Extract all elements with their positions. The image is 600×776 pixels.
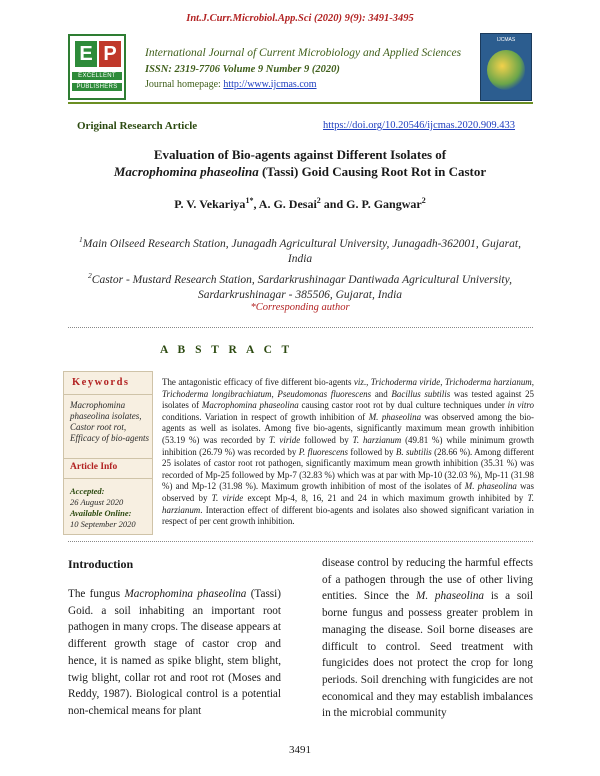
header-divider	[68, 102, 533, 104]
article-info-heading: Article Info	[70, 462, 118, 472]
author-sep: and	[320, 197, 347, 211]
logo-band-excellent: EXCELLENT	[72, 72, 122, 80]
title-line-2: (Tassi) Goid Causing Root Rot in Castor	[258, 164, 487, 179]
abstract-italic: M. phaseolina	[464, 481, 517, 492]
abstract-text-run: ,	[440, 377, 445, 387]
author-sep: ,	[253, 197, 259, 211]
abstract-text-run: ,	[531, 377, 534, 387]
abstract-italic: M. phaseolina	[368, 411, 422, 422]
body-text-run: disease control by reducing the harmful effects of a pathogen through the use of other living entities. Since the	[322, 557, 533, 603]
author-sup: 2	[316, 196, 321, 205]
abstract-italic: Trichoderma viride	[370, 377, 441, 387]
title-species: Macrophomina phaseolina	[113, 164, 259, 179]
author-list	[0, 196, 600, 212]
affiliations	[70, 232, 530, 304]
body-text-run: The fungus	[68, 588, 125, 600]
journal-cover-image	[480, 33, 532, 101]
sidebar-divider	[63, 394, 153, 395]
sidebar-divider	[63, 478, 153, 479]
introduction-heading: Introduction	[68, 557, 134, 571]
abstract-body	[162, 377, 534, 528]
logo-letter-e: E	[75, 41, 97, 67]
abstract-text-run: was observed by	[162, 481, 534, 503]
affiliation-sup: 1	[79, 235, 83, 244]
cover-art	[487, 50, 525, 90]
body-text-run: (Tassi) Goid. a soil inhabiting an important root pathogen in many crops. The disease appears at different growth stage of castor crop and hence, it is named as spike blight, stem blight, twig blight, collar rot and root rot (Moses and Reddy, 1987). Biological control is a potential non-chemical means for plant	[68, 588, 281, 717]
corresponding-author: *Corresponding author	[250, 302, 350, 313]
abstract-text-run: . Interaction effect of different bio-agents and isolates also showed significant variation in respect of per cent growth inhibition.	[162, 504, 534, 527]
author-name: G. P. Gangwar	[346, 197, 422, 211]
author-sup: 2	[421, 196, 426, 205]
abstract-italic: T. viride	[268, 434, 301, 445]
abstract-text-run: .,	[363, 377, 371, 387]
accepted-date: 26 August 2020	[70, 497, 124, 507]
affiliation-2: Castor - Mustard Research Station, Sardarkrushinagar Dantiwada Agricultural University, Sardarkrushinagar - 385506, Gujarat, India	[91, 273, 512, 302]
issn-volume: ISSN: 2319-7706 Volume 9 Number 9 (2020)	[145, 64, 340, 75]
abstract-italic: P. fluorescens	[298, 446, 348, 457]
abstract-text-run: except Mp-4, 8, 16, 21 and 24 in which maximum growth inhibited by	[243, 492, 528, 503]
publisher-logo	[68, 34, 126, 100]
accepted-label: Accepted:	[70, 486, 105, 496]
keywords-heading: Keywords	[72, 377, 130, 388]
journal-name: International Journal of Current Microbiology and Applied Sciences	[145, 47, 462, 59]
available-label: Available Online:	[70, 508, 132, 518]
author-name: P. V. Vekariya	[174, 197, 246, 211]
abstract-italic: Macrophomina phaseolina	[201, 400, 299, 411]
abstract-italic: T. harzianum	[162, 492, 534, 515]
body-text-run: is a soil borne fungus and possess greater problem in managing the disease. Soil borne diseases are difficult to control. Seed treatment with fungicides does not protect the crop for long periods. Soil drenching with fungicides are not economical and they may establish imbalances in the microbial community	[322, 590, 533, 720]
keywords-list: Macrophomina phaseolina isolates, Castor root rot, Efficacy of bio-agents	[70, 400, 149, 443]
abstract-text-run: and	[371, 388, 392, 399]
abstract-italic: Pseudomonas fluorescens	[277, 388, 372, 399]
article-type: Original Research Article	[77, 120, 198, 132]
abstract-text-run: was tested against 25 isolates of	[162, 388, 535, 411]
cover-title: IJCMAS	[496, 37, 516, 43]
abstract-text-run: was observed among the bio-agents as well as isolates. Among five bio-agents, significantly maximum mean growth inhibition (53.19 %) was recorded by	[162, 411, 534, 445]
abstract-text-run: The antagonistic efficacy of five different bio-agents	[162, 377, 354, 387]
author-sup: 1*	[245, 196, 254, 205]
author-name: A. G. Desai	[258, 197, 317, 211]
logo-letter-p: P	[99, 41, 121, 67]
page-number: 3491	[289, 744, 311, 756]
body-italic: Macrophomina phaseolina	[124, 588, 247, 600]
title-line-1: Evaluation of Bio-agents against Different Isolates of	[153, 147, 447, 162]
abstract-italic: T. harzianum	[352, 434, 402, 445]
logo-band-publishers: PUBLISHERS	[72, 83, 122, 91]
affiliation-sup: 2	[88, 270, 92, 280]
abstract-italic: Bacillus subtilis	[391, 388, 451, 399]
homepage-link[interactable]: http://www.ijcmas.com	[223, 79, 317, 90]
article-title	[90, 146, 510, 180]
doi-link[interactable]: https://doi.org/10.20546/ijcmas.2020.909.433	[323, 120, 516, 131]
abstract-text-run: followed by	[300, 434, 353, 445]
body-column-left	[68, 586, 281, 720]
affiliation-1: Main Oilseed Research Station, Junagadh Agricultural University, Junagadh-362001, Gujarat, India	[82, 237, 521, 266]
abstract-italic: T. viride	[211, 492, 244, 503]
abstract-text-run: followed by	[348, 446, 396, 457]
abstract-text-run: causing castor root rot by dual culture techniques under	[298, 400, 508, 411]
journal-citation: Int.J.Curr.Microbiol.App.Sci (2020) 9(9): 3491-3495	[186, 13, 414, 24]
section-divider	[68, 327, 533, 328]
body-italic: M. phaseolina	[416, 590, 485, 603]
abstract-italic: B. subtilis	[395, 446, 432, 457]
sidebar-divider	[63, 458, 153, 459]
body-column-right	[322, 555, 533, 722]
homepage-label: Journal homepage:	[145, 79, 224, 90]
abstract-text-run: ,	[271, 388, 278, 399]
abstract-italic: viz	[353, 377, 364, 387]
available-date: 10 September 2020	[70, 519, 136, 529]
abstract-text-run: conditions. Variation in respect of growth inhibition of	[162, 411, 369, 422]
article-dates	[70, 486, 152, 530]
abstract-italic: in vitro	[507, 400, 534, 411]
abstract-heading: A B S T R A C T	[160, 344, 293, 356]
abstract-text-run: (28.66 %). Among different 25 isolates of castor root rot pathogen, significantly maximum mean growth inhibition (35.31 %) was recorded of Mp-25 followed by Mp-7 (32.83 %) which was at par with Mp-10 (32.03 %), Mp-11 (31.98 %) and Mp-12 (31.98 %). Maximum growth inhibition of most of the isolates of	[162, 446, 534, 492]
section-divider	[68, 541, 533, 542]
journal-homepage	[145, 79, 317, 90]
abstract-text-run: (49.81 %) while minimum growth inhibition (26.79 %) was recorded by	[162, 434, 534, 457]
abstract-italic: Trichoderma harzianum	[444, 377, 532, 387]
abstract-italic: Trichoderma longibrachiatum	[162, 388, 272, 399]
